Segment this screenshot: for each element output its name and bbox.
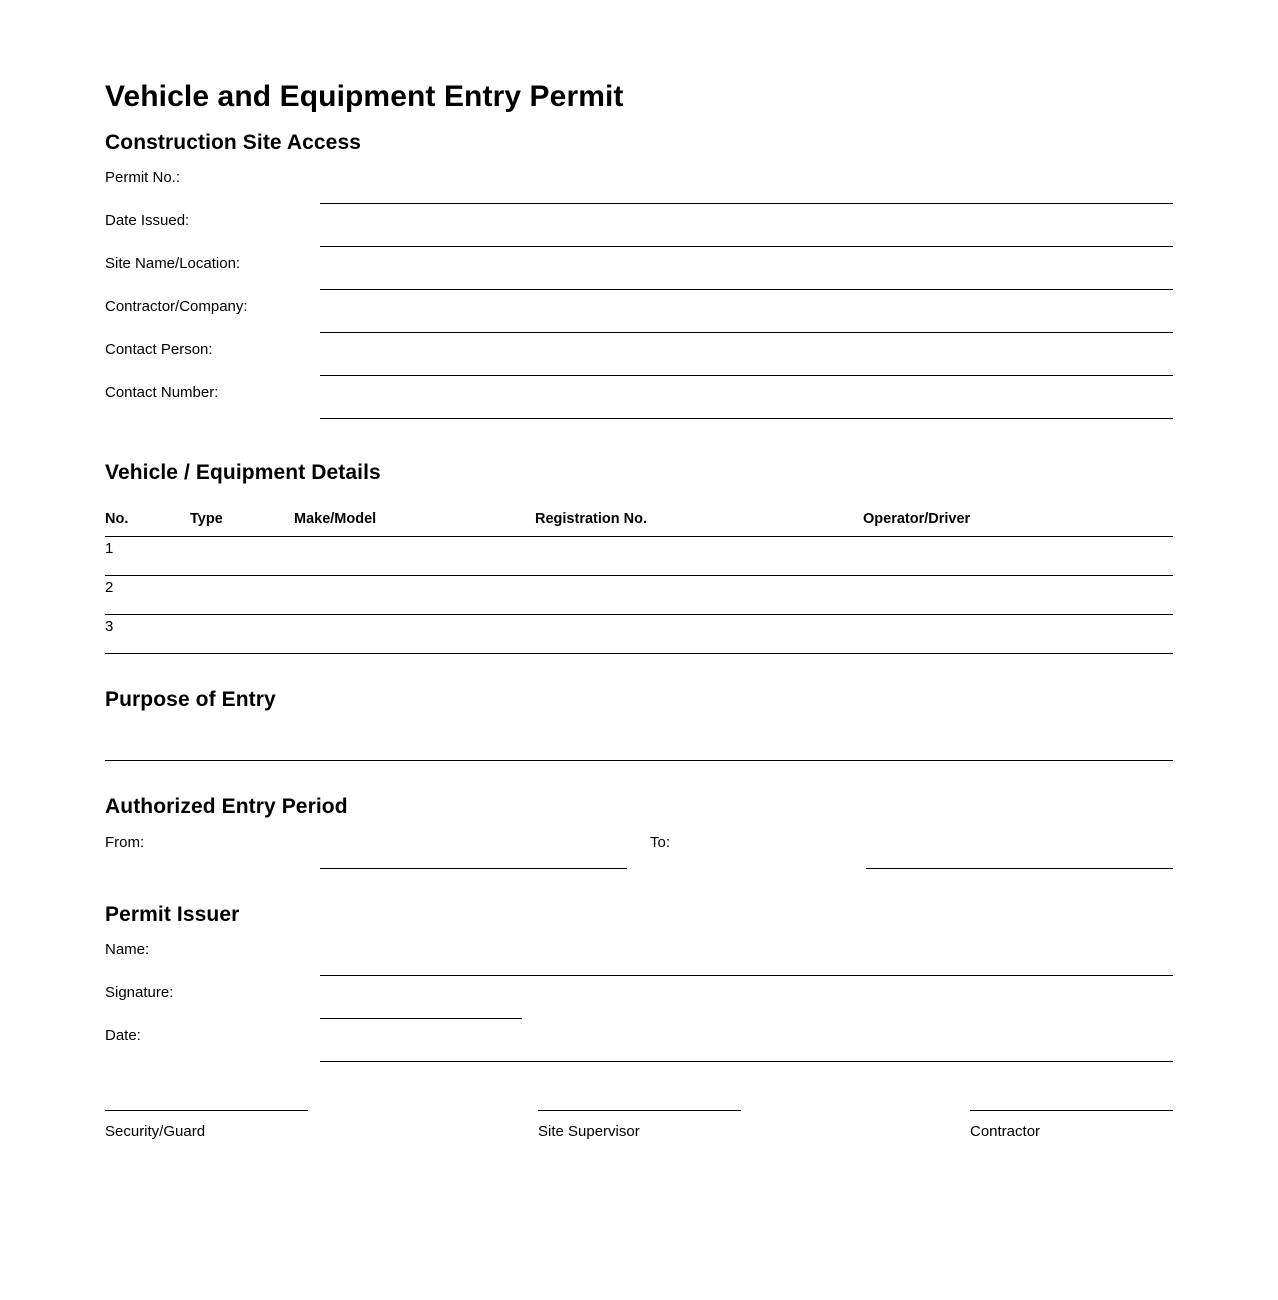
signature-line[interactable] bbox=[538, 1110, 741, 1111]
field-issuer-date bbox=[105, 1027, 1173, 1070]
issuer-name-input-line[interactable] bbox=[320, 975, 1173, 976]
from-label: From: bbox=[105, 833, 145, 851]
field-label: Contractor/Company: bbox=[105, 298, 248, 316]
column-header-registration-no: Registration No. bbox=[535, 511, 863, 537]
signature-line[interactable] bbox=[105, 1110, 308, 1111]
cell-type[interactable] bbox=[190, 576, 294, 615]
field-contact-person bbox=[105, 341, 1173, 384]
contact-person-input-line[interactable] bbox=[320, 375, 1173, 376]
field-issuer-signature bbox=[105, 984, 1173, 1027]
signature-block-security-guard bbox=[105, 1110, 308, 1141]
signature-line[interactable] bbox=[970, 1110, 1173, 1111]
field-contractor-company bbox=[105, 298, 1173, 341]
cell-type[interactable] bbox=[190, 615, 294, 654]
spacer bbox=[105, 485, 1173, 511]
issuer-date-input-line[interactable] bbox=[320, 1061, 1173, 1062]
field-permit-no bbox=[105, 169, 1173, 212]
document-content bbox=[105, 80, 1173, 1070]
section-heading-site-access: Construction Site Access bbox=[105, 131, 362, 154]
field-label: Date: bbox=[105, 1026, 141, 1044]
site-name-location-input-line[interactable] bbox=[320, 289, 1173, 290]
contact-number-input-line[interactable] bbox=[320, 418, 1173, 419]
permit-issuer-fields bbox=[105, 941, 1173, 1070]
spacer bbox=[105, 820, 1173, 834]
section-heading-authorized-entry-period: Authorized Entry Period bbox=[105, 795, 348, 819]
to-date-input-line[interactable] bbox=[866, 868, 1173, 869]
field-contact-number bbox=[105, 384, 1173, 427]
to-label: To: bbox=[650, 833, 671, 851]
cell-type[interactable] bbox=[190, 537, 294, 576]
field-label: Name: bbox=[105, 940, 150, 958]
column-header-operator-driver: Operator/Driver bbox=[863, 511, 1173, 537]
spacer bbox=[105, 427, 1173, 461]
date-issued-input-line[interactable] bbox=[320, 246, 1173, 247]
spacer bbox=[105, 155, 1173, 169]
field-label: Signature: bbox=[105, 983, 174, 1001]
field-label: Contact Number: bbox=[105, 384, 219, 402]
signature-caption: Contractor bbox=[970, 1123, 1041, 1140]
vehicle-equipment-table bbox=[105, 511, 1173, 654]
field-label: Contact Person: bbox=[105, 341, 213, 359]
column-header-no: No. bbox=[105, 511, 190, 537]
signature-block-contractor bbox=[970, 1110, 1173, 1141]
column-header-make-model: Make/Model bbox=[294, 511, 535, 537]
cell-registration-no[interactable] bbox=[535, 615, 863, 654]
spacer bbox=[105, 927, 1173, 941]
field-date-issued bbox=[105, 212, 1173, 255]
signature-caption: Security/Guard bbox=[105, 1123, 206, 1140]
cell-no: 1 bbox=[105, 537, 190, 576]
table-row bbox=[105, 576, 1173, 615]
purpose-of-entry-writing-area[interactable] bbox=[105, 712, 1173, 760]
field-label: Date Issued: bbox=[105, 212, 190, 230]
cell-make-model[interactable] bbox=[294, 576, 535, 615]
cell-registration-no[interactable] bbox=[535, 537, 863, 576]
site-access-fields bbox=[105, 169, 1173, 427]
cell-make-model[interactable] bbox=[294, 615, 535, 654]
page-title: Vehicle and Equipment Entry Permit bbox=[105, 80, 624, 113]
section-heading-purpose-of-entry: Purpose of Entry bbox=[105, 688, 276, 712]
field-authorized-entry-period bbox=[105, 834, 1173, 877]
spacer bbox=[105, 761, 1173, 795]
cell-no: 3 bbox=[105, 615, 190, 654]
spacer bbox=[105, 654, 1173, 688]
contractor-company-input-line[interactable] bbox=[320, 332, 1173, 333]
field-site-name-location bbox=[105, 255, 1173, 298]
issuer-signature-input-line[interactable] bbox=[320, 1018, 522, 1019]
column-header-type: Type bbox=[190, 511, 294, 537]
signature-footer bbox=[105, 1110, 1173, 1170]
table-header-row bbox=[105, 511, 1173, 537]
cell-make-model[interactable] bbox=[294, 537, 535, 576]
signature-block-site-supervisor bbox=[538, 1110, 741, 1141]
field-issuer-name bbox=[105, 941, 1173, 984]
permit-no-input-line[interactable] bbox=[320, 203, 1173, 204]
cell-operator-driver[interactable] bbox=[863, 615, 1173, 654]
cell-operator-driver[interactable] bbox=[863, 576, 1173, 615]
field-label: Permit No.: bbox=[105, 169, 181, 187]
signature-caption: Site Supervisor bbox=[538, 1123, 640, 1140]
section-heading-vehicle-details: Vehicle / Equipment Details bbox=[105, 461, 381, 485]
section-heading-permit-issuer: Permit Issuer bbox=[105, 902, 240, 926]
cell-operator-driver[interactable] bbox=[863, 537, 1173, 576]
spacer bbox=[105, 877, 1173, 903]
from-date-input-line[interactable] bbox=[320, 868, 627, 869]
cell-no: 2 bbox=[105, 576, 190, 615]
table-row bbox=[105, 537, 1173, 576]
cell-registration-no[interactable] bbox=[535, 576, 863, 615]
field-label: Site Name/Location: bbox=[105, 255, 241, 273]
table-row bbox=[105, 615, 1173, 654]
